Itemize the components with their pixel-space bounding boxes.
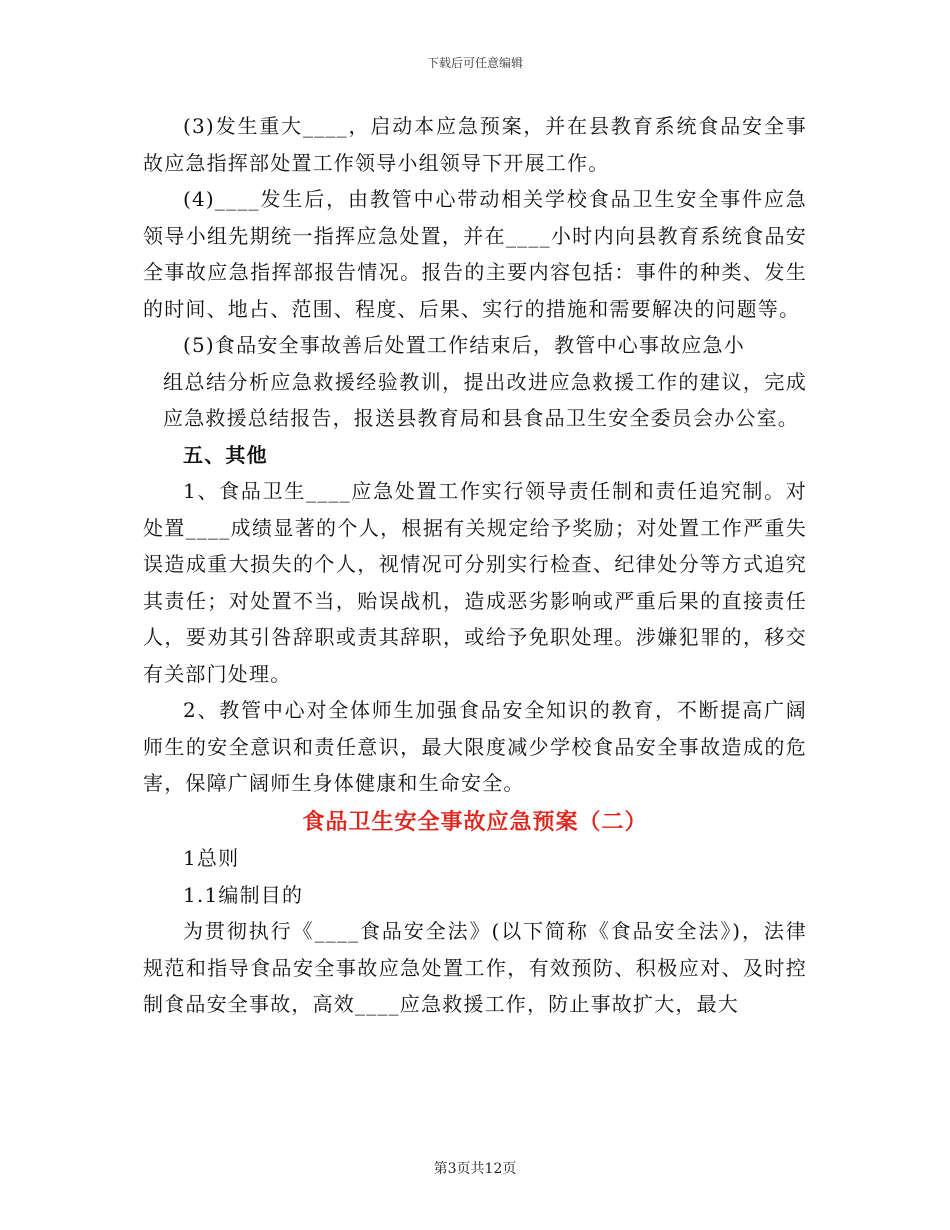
- heading-general-principles: 1总则: [183, 846, 240, 870]
- paragraph-item-5-continued: 组总结分析应急救援经验教训，提出改进应急救援工作的建议，完成应急救援总结报告，报送县教育局和县食品卫生安全委员会办公室。: [163, 369, 807, 430]
- paragraph-other-2: 2、教管中心对全体师生加强食品安全知识的教育，不断提高广阔师生的安全意识和责任意识，最大限度减少学校食品安全事故造成的危害，保障广阔师生身体健康和生命安全。: [143, 698, 807, 795]
- document-title-part-two: 食品卫生安全事故应急预案（二）: [302, 808, 648, 835]
- page-header: 下载后可任意编辑: [426, 56, 523, 70]
- paragraph-item-3: (3)发生重大____，启动本应急预案，并在县教育系统食品安全事故应急指挥部处置工作领导小组领导下开展工作。: [143, 114, 807, 175]
- paragraph-item-4: (4)____发生后，由教管中心带动相关学校食品卫生安全事件应急领导小组先期统一指挥应急处置，并在____小时内向县教育系统食品安全事故应急指挥部报告情况。报告的主要内容包括：事件的种类、发生的时间、地占、范围、程度、后果、实行的措施和需要解决的问题等。: [143, 187, 807, 321]
- document-body: [143, 108, 807, 1023]
- paragraph-other-1: 1、食品卫生____应急处置工作实行领导责任制和责任追究制。对处置____成绩显著的个人，根据有关规定给予奖励；对处置工作严重失误造成重大损失的个人，视情况可分别实行检查、纪律处分等方式追究其责任；对处置不当，贻误战机，造成恶劣影响或严重后果的直接责任人，要劝其引咎辞职或责其辞职，或给予免职处理。涉嫌犯罪的，移交有关部门处理。: [143, 479, 807, 686]
- paragraph-item-5: (5)食品安全事故善后处置工作结束后，教管中心事故应急小: [183, 333, 745, 357]
- paragraph-purpose: 为贯彻执行《____食品安全法》(以下简称《食品安全法》)，法律规范和指导食品安全事故应急处置工作，有效预防、积极应对、及时控制食品安全事故，高效____应急救援工作，防止事故扩大，最大: [143, 919, 807, 1016]
- heading-purpose: 1.1编制目的: [183, 882, 304, 907]
- section-heading-other: 五、其他: [183, 442, 268, 467]
- page-number: 第3页共12页: [433, 1161, 517, 1177]
